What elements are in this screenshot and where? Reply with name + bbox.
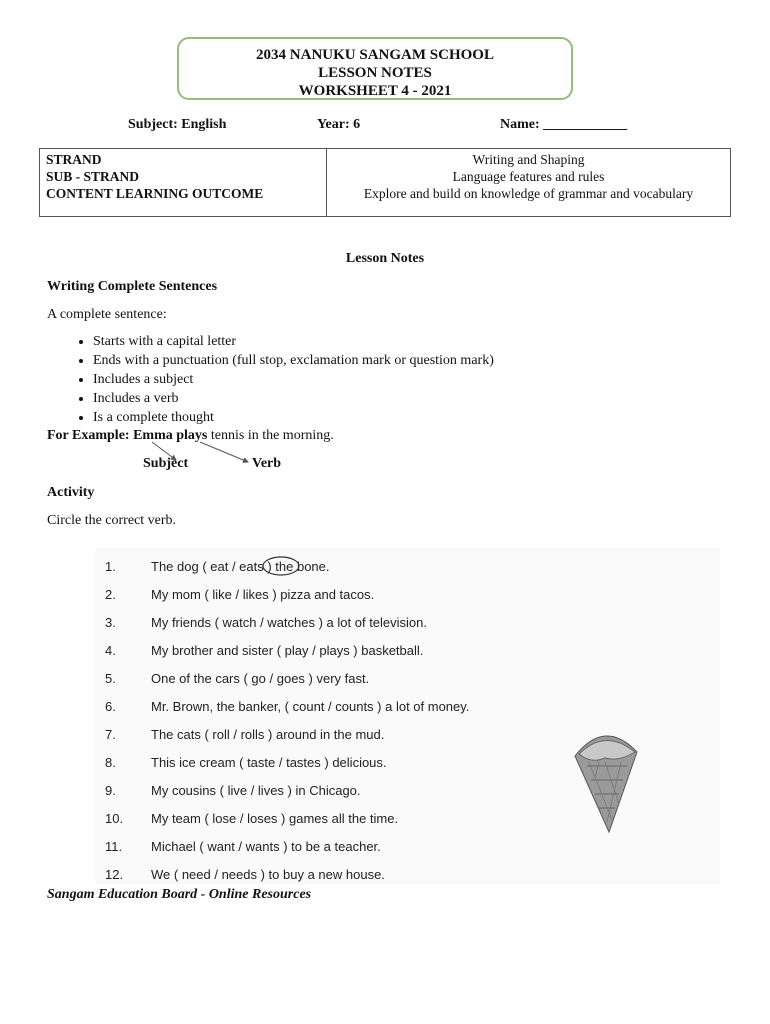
list-item: 7. The cats ( roll / rolls ) around in the mud. [105, 727, 385, 742]
list-item: 2. My mom ( like / likes ) pizza and tacos. [105, 587, 375, 602]
question-text: The cats ( roll / rolls ) around in the mud. [151, 727, 385, 742]
lesson-notes-title: Lesson Notes [345, 251, 425, 266]
intro-text: A complete sentence: [47, 307, 167, 322]
strand-label: STRAND [46, 152, 102, 167]
list-item: 1. The dog ( eat / eats ) the bone. [105, 559, 330, 574]
verb-question-list [105, 553, 469, 889]
doc-type: LESSON NOTES [318, 65, 432, 81]
list-item: • Is a complete thought [93, 408, 494, 427]
question-text: Mr. Brown, the banker, ( count / counts ) a lot of money. [151, 699, 470, 714]
question-text: My team ( lose / loses ) games all the time. [151, 811, 399, 826]
list-item: • Includes a subject [93, 370, 494, 389]
worksheet-number: WORKSHEET 4 - 2021 [298, 83, 452, 99]
strand-values-cell [327, 149, 731, 217]
subject-label: Subject: English [128, 117, 227, 132]
verb-arrow [200, 442, 248, 462]
ice-cream-cone-icon [565, 718, 645, 838]
example-rest: tennis in the morning. [207, 428, 334, 443]
clo-value: Explore and build on knowledge of grammar and vocabulary [363, 186, 694, 201]
example-subject-verb: Emma plays [133, 428, 208, 443]
worksheet-title-box [177, 37, 573, 100]
strand-labels-cell [40, 149, 327, 217]
list-item: 6. Mr. Brown, the banker, ( count / counts ) a lot of money. [105, 699, 470, 714]
strand-value: Writing and Shaping [472, 152, 585, 167]
sub-strand-label: SUB - STRAND [46, 169, 140, 184]
activity-instruction: Circle the correct verb. [47, 513, 177, 528]
list-item: • Includes a verb [93, 389, 494, 408]
example-prefix: For Example: [47, 428, 130, 443]
question-text: My brother and sister ( play / plays ) basketball. [151, 643, 424, 658]
list-item: 11. Michael ( want / wants ) to be a teacher. [105, 839, 381, 854]
question-text: My mom ( like / likes ) pizza and tacos. [151, 587, 375, 602]
activity-heading: Activity [47, 485, 95, 500]
list-item: 9. My cousins ( live / lives ) in Chicago. [105, 783, 361, 798]
year-label: Year: 6 [317, 117, 361, 132]
question-text: The dog ( eat / eats ) the bone. [151, 559, 330, 574]
list-item: 3. My friends ( watch / watches ) a lot of television. [105, 615, 427, 630]
clo-label: CONTENT LEARNING OUTCOME [46, 186, 264, 201]
question-text: Michael ( want / wants ) to be a teacher. [151, 839, 381, 854]
question-text: This ice cream ( taste / tastes ) delicious. [151, 755, 387, 770]
list-item: 10. My team ( lose / loses ) games all the time. [105, 811, 399, 826]
footer-credit: Sangam Education Board - Online Resources [47, 887, 312, 902]
name-field: Name: ____________ [500, 117, 628, 132]
question-text: My cousins ( live / lives ) in Chicago. [151, 783, 361, 798]
list-item: 8. This ice cream ( taste / tastes ) delicious. [105, 755, 387, 770]
question-text: We ( need / needs ) to buy a new house. [151, 867, 385, 882]
subject-tag: Subject [143, 456, 189, 471]
criteria-list [47, 332, 494, 427]
school-name: 2034 NANUKU SANGAM SCHOOL [256, 47, 494, 63]
strand-table [39, 148, 731, 217]
list-item: • Ends with a punctuation (full stop, exclamation mark or question mark) [93, 351, 494, 370]
section-heading: Writing Complete Sentences [47, 279, 218, 294]
question-text: One of the cars ( go / goes ) very fast. [151, 671, 370, 686]
verb-tag: Verb [252, 456, 282, 471]
sub-strand-value: Language features and rules [452, 169, 605, 184]
question-text: My friends ( watch / watches ) a lot of television. [151, 615, 427, 630]
list-item: 4. My brother and sister ( play / plays ) basketball. [105, 643, 424, 658]
sample-answer-circle [241, 555, 321, 577]
list-item: 12. We ( need / needs ) to buy a new house. [105, 867, 385, 882]
list-item: • Starts with a capital letter [93, 332, 494, 351]
list-item: 5. One of the cars ( go / goes ) very fast. [105, 671, 370, 686]
